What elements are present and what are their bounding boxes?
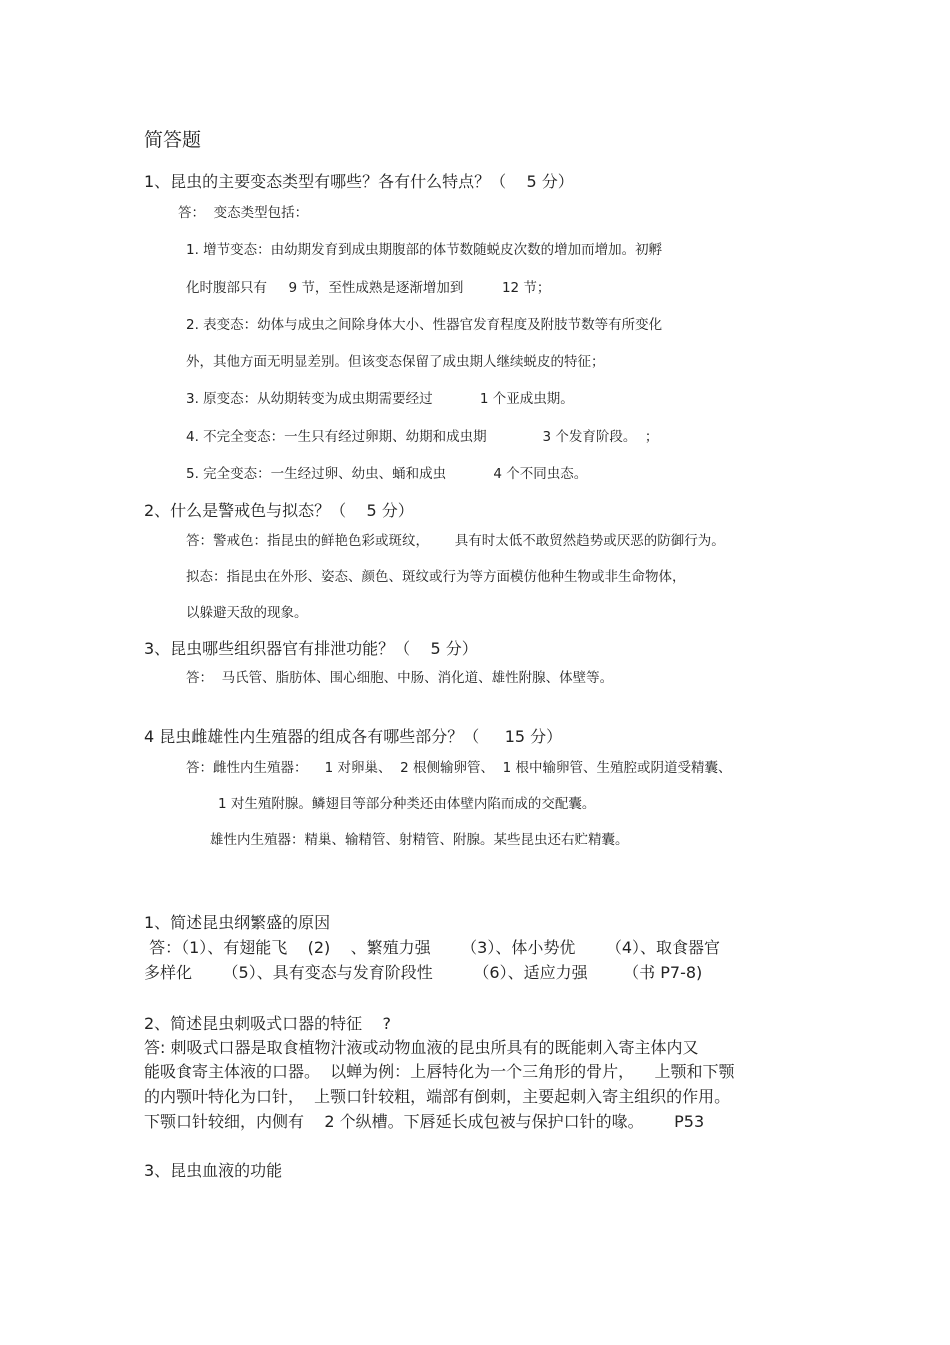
page-title: 简答题 (144, 129, 202, 151)
section2-answer-2-line-3: 的内颚叶特化为口针， 上颚口针较粗，端部有倒刺，主要起刺入寄主组织的作用。 (144, 1087, 731, 1106)
answer-4-line-3: 雄性内生殖器：精巢、输精管、射精管、附腺。某些昆虫还右贮精囊。 (210, 832, 629, 848)
answer-3-line-1: 答： 马氏管、脂肪体、围心细胞、中肠、消化道、雄性附腺、体壁等。 (186, 670, 614, 686)
answer-1-line-7: 4. 不完全变态：一生只有经过卵期、幼期和成虫期 3 个发育阶段。 ； (186, 429, 659, 445)
answer-1-line-4: 2. 表变态：幼体与成虫之间除身体大小、性器官发育程度及附肢节数等有所变化 (186, 317, 663, 333)
section2-question-1: 1、简述昆虫纲繁盛的原因 (144, 913, 331, 932)
answer-2-line-1: 答：警戒色：指昆虫的鲜艳色彩或斑纹， 具有时太低不敢贸然趋势或厌恶的防御行为。 (186, 533, 725, 549)
section2-answer-1-line-2: 多样化 （5）、具有变态与发育阶段性 （6）、适应力强 （书 P7-8) (144, 963, 703, 982)
answer-2-line-2: 拟态：指昆虫在外形、姿态、颜色、斑纹或行为等方面模仿他种生物或非生命物体， (186, 569, 686, 585)
answer-1-line-1: 答： 变态类型包括： (178, 205, 309, 221)
section2-answer-2-line-1: 答: 刺吸式口器是取食植物汁液或动物血液的昆虫所具有的既能刺入寄主体内又 (144, 1038, 699, 1057)
answer-1-line-3: 化时腹部只有 9 节，至性成熟是逐渐增加到 12 节； (186, 280, 551, 296)
section2-answer-2-line-4: 下颚口针较细，内侧有 2 个纵槽。下唇延长成包被与保护口针的喙。 P53 (144, 1112, 705, 1131)
question-2: 2、什么是警戒色与拟态？（ 5 分） (144, 501, 414, 520)
section2-question-3: 3、昆虫血液的功能 (144, 1161, 283, 1180)
answer-1-line-8: 5. 完全变态：一生经过卵、幼虫、蛹和成虫 4 个不同虫态。 (186, 466, 588, 482)
question-1: 1、昆虫的主要变态类型有哪些？各有什么特点？（ 5 分） (144, 172, 574, 191)
section2-question-2: 2、简述昆虫刺吸式口器的特征 ? (144, 1014, 392, 1033)
answer-4-line-1: 答：雌性内生殖器： 1 对卵巢、 2 根侧输卵管、 1 根中输卵管、生殖腔或阴道受精囊、 (186, 760, 732, 776)
question-4: 4 昆虫雌雄性内生殖器的组成各有哪些部分？（ 15 分） (144, 727, 563, 746)
answer-2-line-3: 以躲避天敌的现象。 (186, 605, 308, 621)
answer-4-line-2: 1 对生殖附腺。鳞翅目等部分种类还由体壁内陷而成的交配囊。 (218, 796, 596, 812)
answer-1-line-6: 3. 原变态：从幼期转变为成虫期需要经过 1 个亚成虫期。 (186, 391, 574, 407)
answer-1-line-5: 外，其他方面无明显差别。但该变态保留了成虫期人继续蜕皮的特征； (186, 354, 605, 370)
section2-answer-1-line-1: 答：（1）、有翅能飞 (2) 、繁殖力强 （3）、体小势优 （4）、取食器官 (144, 938, 721, 957)
question-3: 3、昆虫哪些组织器官有排泄功能？（ 5 分） (144, 639, 478, 658)
answer-1-line-2: 1. 增节变态：由幼期发育到成虫期腹部的体节数随蜕皮次数的增加而增加。初孵 (186, 242, 663, 258)
section2-answer-2-line-2: 能吸食寄主体液的口器。 以蝉为例：上唇特化为一个三角形的骨片， 上颚和下颚 (144, 1062, 735, 1081)
